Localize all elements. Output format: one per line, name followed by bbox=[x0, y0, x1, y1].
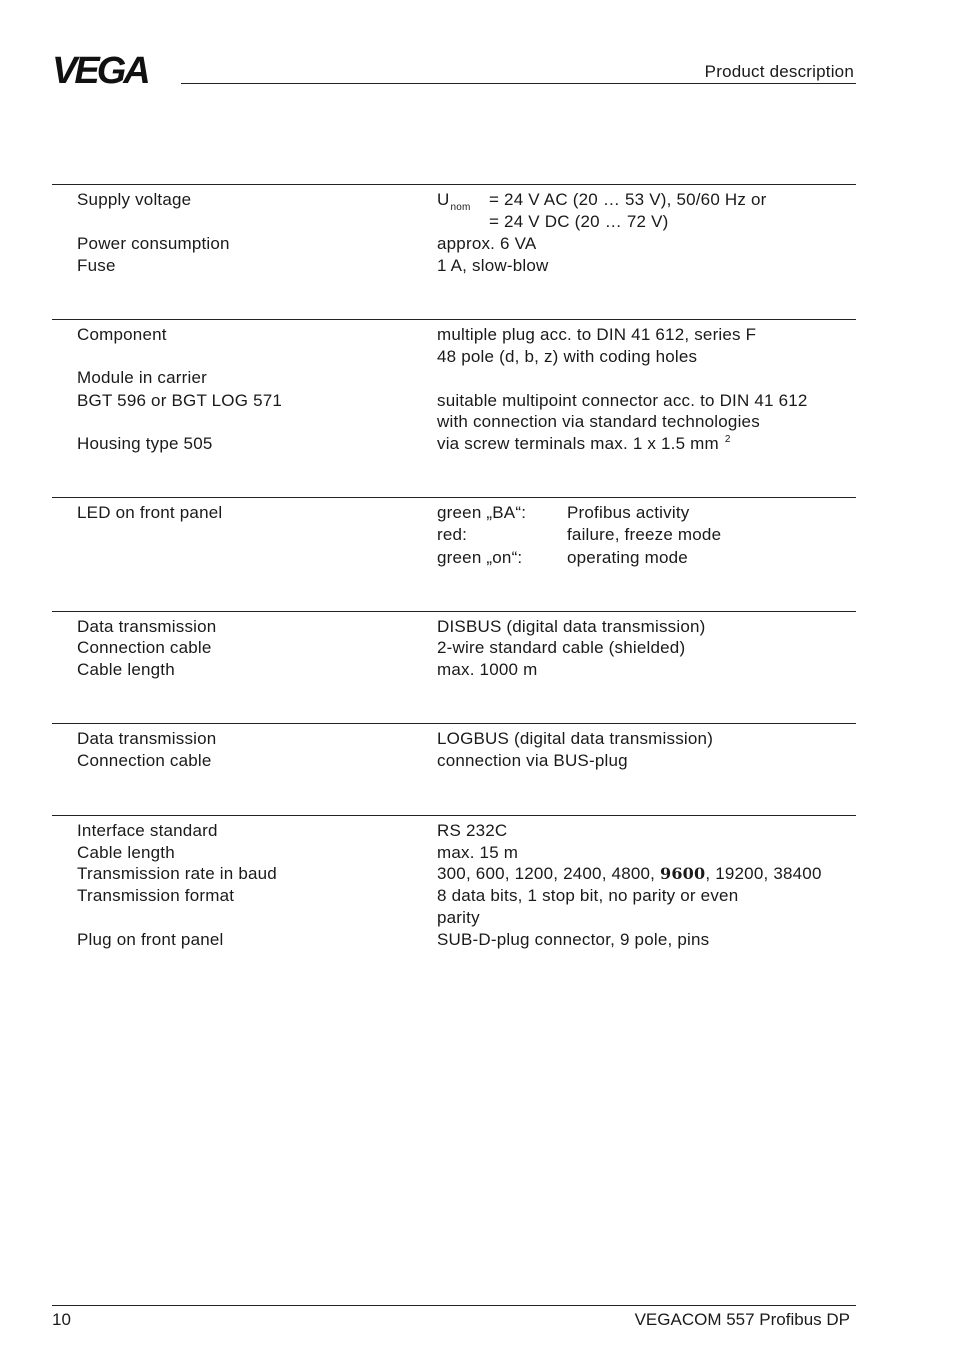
rs232-value-format-line2: parity bbox=[437, 908, 480, 927]
vega-logo-graphic bbox=[52, 52, 170, 86]
rs232-label-plug: Plug on front panel bbox=[77, 930, 224, 949]
module-label-line2: BGT 596 or BGT LOG 571 bbox=[77, 391, 283, 410]
disbus-label-length: Cable length bbox=[77, 660, 175, 679]
section-divider-indicators bbox=[52, 497, 856, 498]
header-rule bbox=[181, 83, 856, 84]
rs232-value-length: max. 15 m bbox=[437, 843, 519, 862]
supply-voltage-dc: = 24 V DC (20 … 72 V) bbox=[489, 212, 669, 231]
section-divider-connection bbox=[52, 319, 856, 320]
disbus-label-cable: Connection cable bbox=[77, 638, 212, 657]
housing-superscript: 2 bbox=[724, 434, 731, 445]
section-divider-rs232 bbox=[52, 815, 856, 816]
logbus-label-cable: Connection cable bbox=[77, 751, 212, 770]
component-value-line1: multiple plug acc. to DIN 41 612, series F bbox=[437, 325, 757, 344]
rs232-label-length: Cable length bbox=[77, 843, 175, 862]
disbus-value-cable: 2-wire standard cable (shielded) bbox=[437, 638, 686, 657]
rs232-value-format-line1: 8 data bits, 1 stop bit, no parity or even bbox=[437, 886, 739, 905]
housing-value: via screw terminals max. 1 x 1.5 mm $^2$ bbox=[437, 434, 731, 453]
rs232-label-format: Transmission format bbox=[77, 886, 235, 905]
supply-voltage-ac: = 24 V AC (20 … 53 V), 50/60 Hz or bbox=[489, 190, 767, 209]
module-label-line1: Module in carrier bbox=[77, 368, 208, 387]
page-number: 10 bbox=[52, 1310, 71, 1329]
led-key-red: red: bbox=[437, 525, 468, 544]
section-title: Product description bbox=[704, 62, 854, 81]
logbus-label-transmission: Data transmission bbox=[77, 729, 217, 748]
logbus-value-cable: connection via BUS-plug bbox=[437, 751, 628, 770]
power-consumption-value: approx. 6 VA bbox=[437, 234, 537, 253]
footer-rule bbox=[52, 1305, 856, 1306]
component-label: Component bbox=[77, 325, 167, 344]
section-divider-logbus bbox=[52, 723, 856, 724]
rs232-value-plug: SUB-D-plug connector, 9 pole, pins bbox=[437, 930, 710, 949]
housing-label: Housing type 505 bbox=[77, 434, 213, 453]
power-consumption-label: Power consumption bbox=[77, 234, 230, 253]
supply-voltage-label: Supply voltage bbox=[77, 190, 192, 209]
section-divider-disbus bbox=[52, 611, 856, 612]
rs232-label-baud: Transmission rate in baud bbox=[77, 864, 277, 883]
led-key-ba: green „BA“: bbox=[437, 503, 527, 522]
rs232-label-standard: Interface standard bbox=[77, 821, 218, 840]
rs232-value-standard: RS 232C bbox=[437, 821, 508, 840]
disbus-value-length: max. 1000 m bbox=[437, 660, 538, 679]
led-label: LED on front panel bbox=[77, 503, 223, 522]
fuse-label: Fuse bbox=[77, 256, 116, 275]
unom-subscript: nom bbox=[450, 202, 471, 213]
vega-logo bbox=[52, 52, 170, 86]
led-value-ba: Profibus activity bbox=[567, 503, 690, 522]
led-value-red: failure, freeze mode bbox=[567, 525, 722, 544]
rs232-default-baud: 9600 bbox=[660, 864, 706, 883]
vega-logo-text: VEGA bbox=[52, 52, 148, 86]
document-title: VEGACOM 557 Profibus DP bbox=[634, 1310, 850, 1329]
fuse-value: 1 A, slow-blow bbox=[437, 256, 549, 275]
section-divider-power bbox=[52, 184, 856, 185]
disbus-label-transmission: Data transmission bbox=[77, 617, 217, 636]
led-value-on: operating mode bbox=[567, 548, 688, 567]
module-value-line1: suitable multipoint connector acc. to DIN 41 612 bbox=[437, 391, 808, 410]
led-key-on: green „on“: bbox=[437, 548, 523, 567]
rs232-value-baud: 300, 600, 1200, 2400, 4800, 9600, 19200, 38400 bbox=[437, 864, 822, 883]
disbus-value-transmission: DISBUS (digital data transmission) bbox=[437, 617, 706, 636]
component-value-line2: 48 pole (d, b, z) with coding holes bbox=[437, 347, 698, 366]
module-value-line2: with connection via standard technologies bbox=[437, 412, 760, 431]
logbus-value-transmission: LOGBUS (digital data transmission) bbox=[437, 729, 714, 748]
unom-symbol: $U_{nom}$ bbox=[437, 190, 471, 213]
